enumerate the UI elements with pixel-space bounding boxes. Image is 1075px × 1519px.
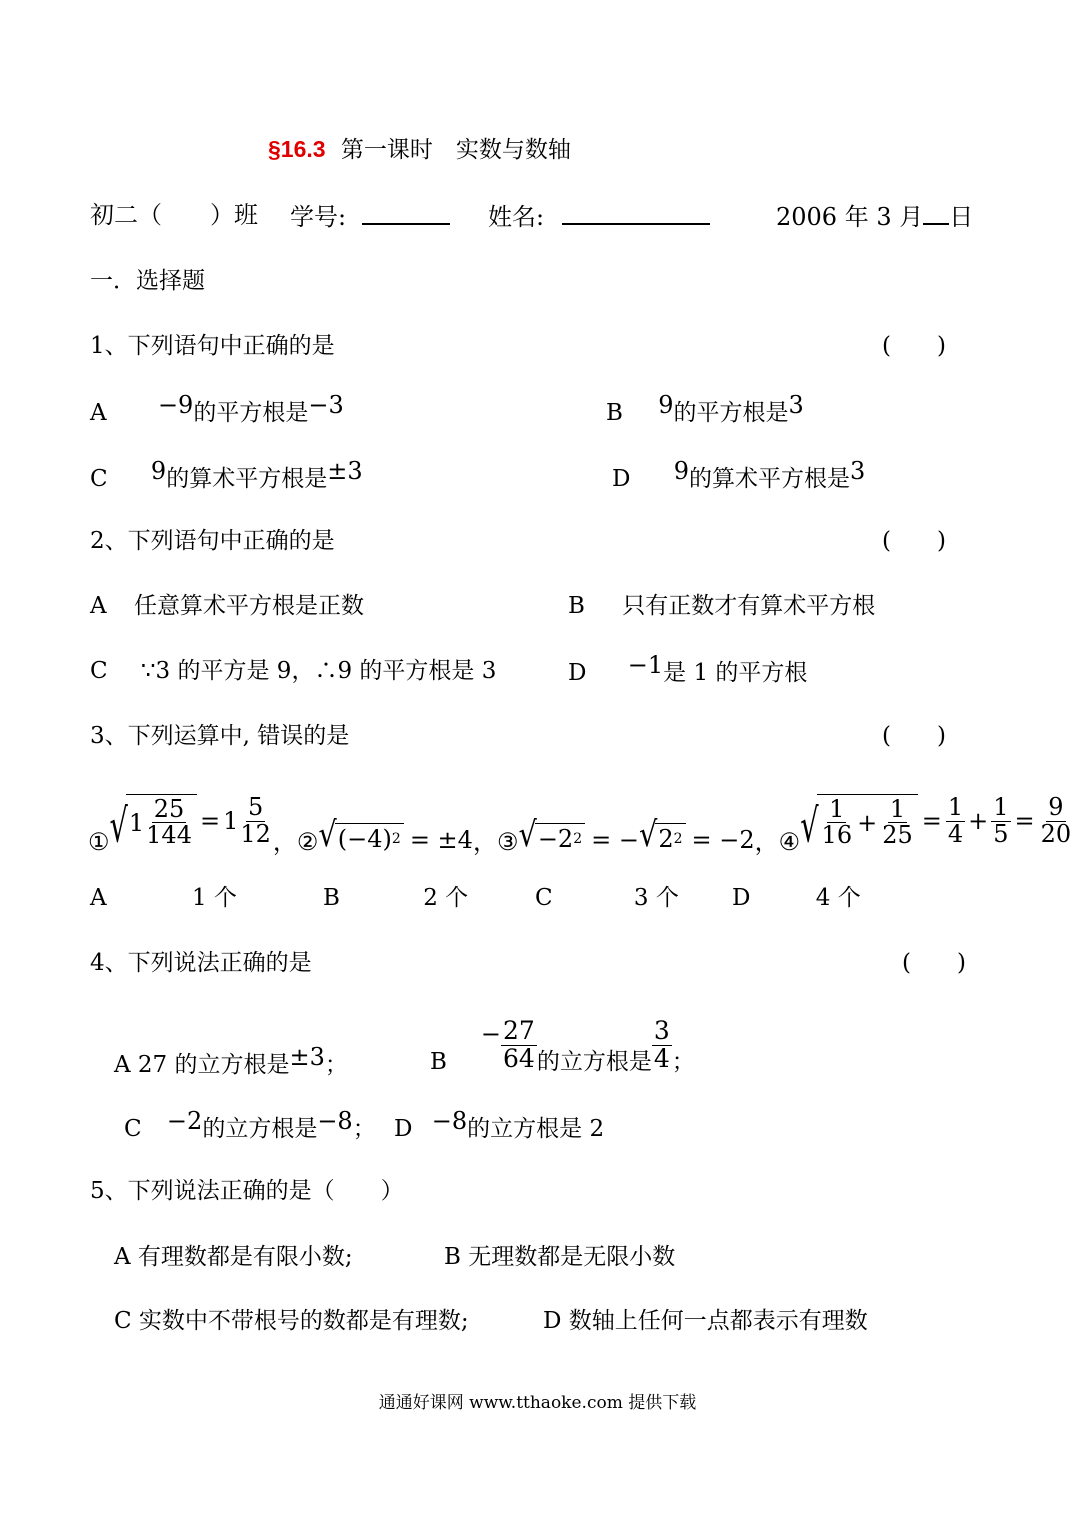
option-text: ∵3 的平方是 9，∴9 的平方根是 3 [140, 658, 497, 684]
math-value: 9 [673, 457, 690, 485]
expr-3-sqrt-2: √ 2 2 [639, 823, 686, 852]
option-label: D [568, 660, 587, 686]
option-text: 的算术平方根是 [689, 466, 851, 492]
question-2-stem: 2、下列语句中正确的是 [90, 528, 335, 554]
option-label: C [90, 658, 108, 684]
q4-option-c [124, 1107, 376, 1142]
option-text: 4 个 [815, 885, 861, 911]
q3-option-b [323, 887, 468, 910]
q4-option-a [114, 1043, 348, 1078]
q1-option-d [612, 457, 866, 492]
option-label: D [394, 1116, 413, 1142]
fraction-numerator: 25 [153, 794, 185, 823]
math-value: 9 [658, 391, 674, 419]
question-3-stem: 3、下列运算中, 错误的是 [90, 723, 350, 749]
equals-minus: = − [591, 826, 639, 854]
question-4-stem: 4、下列说法正确的是 [90, 950, 312, 976]
separator: ， [472, 828, 497, 856]
option-text: 是 1 的平方根 [663, 660, 808, 686]
option-text: 1 个 [191, 885, 237, 911]
math-value: 3 [850, 457, 866, 485]
option-text: 2 个 [423, 885, 469, 911]
question-4-answer-paren[interactable]: ( ) [902, 950, 966, 976]
math-value: −3 [308, 391, 344, 419]
minus-sign: − [480, 1020, 502, 1048]
fraction-denominator: 144 [146, 821, 192, 849]
q2-option-a [90, 595, 364, 618]
question-3-answer-paren[interactable]: ( ) [882, 723, 946, 749]
student-id-group [290, 203, 450, 229]
q3-option-c [535, 887, 679, 910]
mixed-whole: 1 [223, 807, 239, 835]
option-end: ； [671, 1049, 695, 1075]
student-id-field[interactable] [362, 203, 450, 225]
separator: ， [754, 828, 779, 856]
fraction-denominator: 20 [1040, 819, 1072, 848]
expr-2-result: = ±4 [409, 826, 473, 854]
radicand: −2 [537, 825, 574, 854]
question-1-stem: 1、下列语句中正确的是 [90, 333, 335, 359]
option-end: ； [324, 1052, 348, 1078]
option-text: 的平方根是 [193, 400, 309, 426]
q5-option-c: C 实数中不带根号的数都是有理数; [114, 1308, 469, 1334]
fraction-numerator: 5 [247, 793, 264, 822]
title-text: 第一课时 实数与数轴 [340, 137, 571, 163]
student-info-row [90, 203, 258, 227]
separator: ， [272, 828, 297, 856]
option-label: B [568, 593, 585, 619]
option-text: 的立方根是 [536, 1049, 652, 1075]
option-label: B [430, 1049, 447, 1075]
math-value: −2 [166, 1107, 203, 1135]
radicand: (−4) [337, 825, 392, 854]
section-heading: 一．选择题 [90, 268, 205, 294]
expr-4-sqrt: √ $\frac{1}{16}$ + $\frac{1}{25}$ [800, 794, 918, 848]
math-value: 9 [150, 457, 167, 485]
date-prefix: 2006 年 3 月 [776, 203, 924, 231]
student-id-label: 学号: [290, 203, 347, 231]
q1-option-a [90, 391, 344, 426]
page-title [268, 138, 571, 162]
q2-option-b [568, 595, 875, 618]
expr-1-mark: ① [88, 828, 110, 856]
exponent: 2 [391, 831, 401, 848]
option-label: A [90, 885, 107, 911]
expr-2-mark: ② [296, 828, 319, 856]
name-group [488, 203, 710, 229]
q1-option-c [90, 457, 363, 492]
option-label: A [90, 593, 107, 619]
expr-1-sqrt: √ 1 $\frac{25}{144}$ [110, 794, 197, 848]
fraction-numerator: 1 [993, 793, 1009, 822]
date-group [776, 203, 973, 229]
question-1-answer-paren[interactable]: ( ) [882, 333, 946, 359]
name-label: 姓名: [488, 203, 545, 231]
equals-sign: = [1014, 807, 1035, 835]
expr-2-sqrt: √ (−4) 2 [318, 823, 403, 852]
q2-option-d [568, 651, 808, 686]
expr-3-result: = −2 [691, 826, 755, 854]
option-text: 的立方根是 2 [467, 1116, 605, 1142]
fraction-denominator: 4 [947, 819, 964, 848]
question-5-stem: 5、下列说法正确的是（ ） [90, 1178, 404, 1204]
option-text: 3 个 [633, 885, 679, 911]
fraction-numerator: 27 [503, 1016, 535, 1046]
fraction-denominator: 25 [882, 821, 913, 849]
page-footer: 通通好课网 www.tthaoke.com 提供下载 [378, 1393, 697, 1413]
option-label: D [732, 885, 751, 911]
radicand: 2 [658, 825, 674, 854]
option-text: 任意算术平方根是正数 [133, 593, 364, 619]
fraction-numerator: 9 [1048, 793, 1064, 822]
option-label: D [612, 466, 631, 492]
fraction-numerator: 1 [829, 794, 845, 823]
math-value: ±3 [327, 457, 363, 485]
option-label: C [535, 885, 553, 911]
expr-3-mark: ③ [496, 828, 519, 856]
date-suffix: 日 [949, 203, 974, 231]
question-2-answer-paren[interactable]: ( ) [882, 528, 946, 554]
q1-option-b [606, 391, 804, 426]
equals-sign: = [921, 807, 942, 835]
section-number: §16.3 [268, 136, 326, 162]
fraction-numerator: 3 [653, 1016, 670, 1046]
fraction-denominator: 16 [821, 821, 853, 849]
option-text: 只有正数才有算术平方根 [622, 593, 876, 619]
expr-3-sqrt: √ −2 2 [518, 823, 585, 852]
equals-sign: = [199, 807, 221, 835]
option-label: C [90, 466, 108, 492]
fraction-denominator: 4 [653, 1043, 670, 1073]
math-value: −9 [157, 391, 194, 419]
math-value: −8 [431, 1107, 468, 1135]
option-end: ； [352, 1116, 376, 1142]
exponent: 2 [573, 831, 583, 848]
q5-option-a: A 有理数都是有限小数; [114, 1244, 353, 1270]
option-text: 的平方根是 [673, 400, 789, 426]
name-field[interactable] [562, 203, 710, 225]
q3-option-d [732, 887, 861, 910]
fraction-numerator: 1 [889, 794, 906, 823]
math-value: 3 [788, 391, 804, 419]
plus-sign: + [968, 807, 989, 835]
plus-sign: + [857, 808, 878, 837]
q3-expressions [88, 782, 1073, 860]
option-text: A 27 的立方根是 [114, 1052, 290, 1078]
option-text: 的立方根是 [202, 1116, 318, 1142]
mixed-whole: 1 [128, 808, 145, 837]
fraction-denominator: 5 [993, 819, 1009, 848]
q5-option-d: D 数轴上任何一点都表示有理数 [543, 1308, 868, 1334]
fraction-numerator: 1 [947, 793, 964, 822]
fraction-denominator: 12 [240, 819, 271, 848]
q4-option-b [430, 1010, 695, 1080]
option-label: B [606, 400, 623, 426]
q3-option-a [90, 887, 237, 910]
option-label: A [90, 400, 107, 426]
option-text: 的算术平方根是 [166, 466, 328, 492]
option-label: C [124, 1116, 142, 1142]
expr-4-mark: ④ [778, 828, 801, 856]
math-value: −8 [317, 1107, 353, 1135]
math-value: ±3 [289, 1043, 325, 1071]
q5-option-b: B 无理数都是无限小数 [444, 1244, 676, 1270]
math-value: −1 [627, 651, 664, 679]
q2-option-c [90, 660, 496, 683]
date-day-field[interactable] [923, 203, 949, 225]
class-label: 初二（ ）班 [90, 201, 258, 229]
q4-option-d [394, 1107, 605, 1142]
option-label: B [323, 885, 340, 911]
fraction-denominator: 64 [503, 1043, 535, 1073]
exponent: 2 [673, 831, 683, 848]
